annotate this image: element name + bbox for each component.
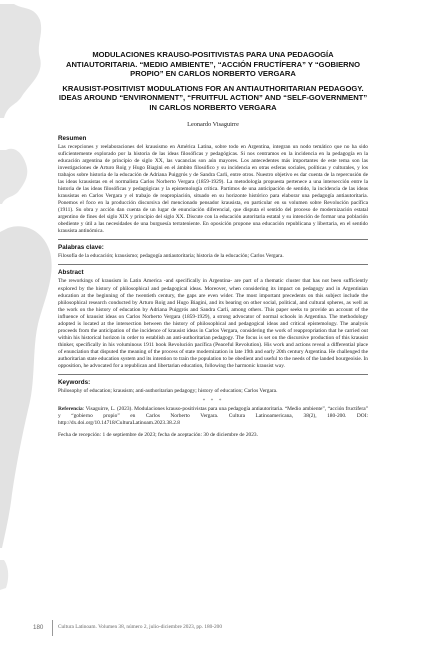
section-divider (58, 239, 368, 240)
resumen-heading: Resumen (58, 134, 87, 142)
reference-label: Referencia (58, 406, 83, 413)
article-content (58, 50, 368, 439)
author-name: Leonardo Visaguirre (187, 120, 239, 128)
palabras-clave-heading: Palabras clave: (58, 244, 104, 252)
resumen-text: Las recepciones y reelaboraciones del krausismo en América Latina, sobre todo en Argentina, integran un nodo temático que no ha sido suficientemente explorado por la historia de las ideas filosóficas y pedagógicas. Si nos centramos en la incidencia en la pedagogía en la educación argentina de principio de siglo XX, las vacancias son aún mayores. Los antecedentes más importantes de este tema son las investigaciones de Arturo Roig y Hugo Biagini en el ámbito filosófico y su incidencia en otras esferas sociales, políticas y culturales, y los trabajos sobre historia de la educación de Adriana Puiggrós y de Sandra Carli, entre otros. Nuestro objetivo es dar cuenta de la repercusión de las ideas krausistas en el normalista Carlos Norberto Vergara (1859-1929). La metodología propuesta pertenece a una intersección entre la historia de las ideas filosóficas y pedagógicas y la epistemología crítica. Partimos de una anticipación de sentido, la incidencia de las ideas krausistas en Carlos Vergara y el trabajo de reapropiación, situado en su horizonte histórico para elaborar una pedagogía antiautoritaria. Ponemos el foco en la producción discursiva del mencionado pensador krausista, en particular en su volumen sobre Revolución pacífica (1911). Su obra y acción dan cuenta de un lugar de enunciación diferencial, que disputa el sentido del proceso de modernización estatal argentino de fines del siglo XIX y principio del siglo XX. Discute con la educación autoritaria estatal y su intención de formar una población obediente y útil a las necesidades de una burguesía terrateniente. En oposición propone una educación republicana y libertaria, en el sentido krausista antinómica. (58, 143, 368, 235)
reference-text: : Visaguirre, L. (2023). Modulaciones krauso-positivistas para una pedagogía antiautoritaria. “Medio ambiente”, “acción fructífera” y “gobierno propio” en Carlos Norberto Vergara. Cultura Latinoamericana, 38(2), 180-200. DOI: http://dx.doi.org/10.14718/CulturaLatinoam.2023.38.2.8 (58, 406, 368, 427)
separator-stars: * * * (202, 398, 224, 405)
abstract-text: The reworkings of krausism in Latin America -and specifically in Argentina- are part of a thematic cluster that has not been sufficiently explored by the history of philosophical and pedagogical ideas. Moreover, when considering its impact on pedagogy and in Argentinian education at the beginning of the twentieth century, the gaps are even wider. The most important precedents on this subject include the philosophical research conducted by Arturo Roig and Hugo Biagini, and its bearing on other social, political, and cultural spheres, as well as the work on the history of education by Adriana Puiggrós and Sandra Carli, among others. This paper seeks to provide an account of the influence of krausist ideas on Carlos Norberto Vergara (1859-1929), a strong advocator of normal schools in Argentina. The methodology adopted is located at the intersection between the history of philosophical and pedagogical ideas and critical epistemology. The analysis proceeds from the anticipation of the incidence of krausist ideas in Carlos Vergara, considering the work of reappropriation that he carried out within his historical horizon in order to establish an anti-authoritarian pedagogy. The focus is set on the discursive production of this krausist thinker, specifically in his voluminous 1911 book Revolución pacífica (Peaceful Revolution). His work and actions reveal a differential place of enunciation that disputed the meaning of the process of state modernization in late 19th and early 20th century Argentina. He challenged the authoritarian state education system and its intention to train the population to be obedient and useful to the needs of the landed bourgeoisie. In opposition, he advocated for a republican and libertarian education, following the harmonic krausist way. (58, 278, 368, 370)
keywords-heading: Keywords: (58, 379, 91, 387)
journal-citation: Cultura Latinoam. Volumen 38, número 2, julio-diciembre 2023, pp. 180-200 (58, 624, 222, 630)
section-divider (58, 264, 368, 265)
keywords-text: Philosophy of education; krausism; anti-authoritarian pedagogy; history of education; Carlos Vergara. (58, 388, 278, 395)
abstract-heading: Abstract (58, 269, 84, 277)
footer-divider (52, 620, 53, 636)
reference (58, 406, 368, 427)
article-title-es: MODULACIONES KRAUSO-POSITIVISTAS PARA UNA PEDAGOGÍA ANTIAUTORITARIA. “MEDIO AMBIENTE”, “ACCIÓN FRUCTÍFERA” Y “GOBIERNO PROPIO” EN CARLOS NORBERTO VERGARA (65, 50, 361, 79)
americas-map-watermark (0, 0, 60, 600)
page-footer (0, 620, 425, 636)
section-divider (58, 374, 368, 375)
article-title-en: KRAUSIST-POSITIVIST MODULATIONS FOR AN ANTIAUTHORITARIAN PEDAGOGY. IDEAS AROUND “ENVIRONMENT”, “FRUITFUL ACTION” AND “SELF-GOVERNMENT” IN CARLOS NORBERTO VERGARA (58, 83, 368, 112)
page-number: 180 (33, 624, 44, 631)
reception-dates: Fecha de recepción: 1 de septiembre de 2023; fecha de aceptación: 30 de diciembre de 2023. (58, 431, 258, 438)
palabras-clave-text: Filosofía de la educación; krausismo; pedagogía antiautoritaria; historia de la educación; Carlos Vergara. (58, 253, 284, 260)
